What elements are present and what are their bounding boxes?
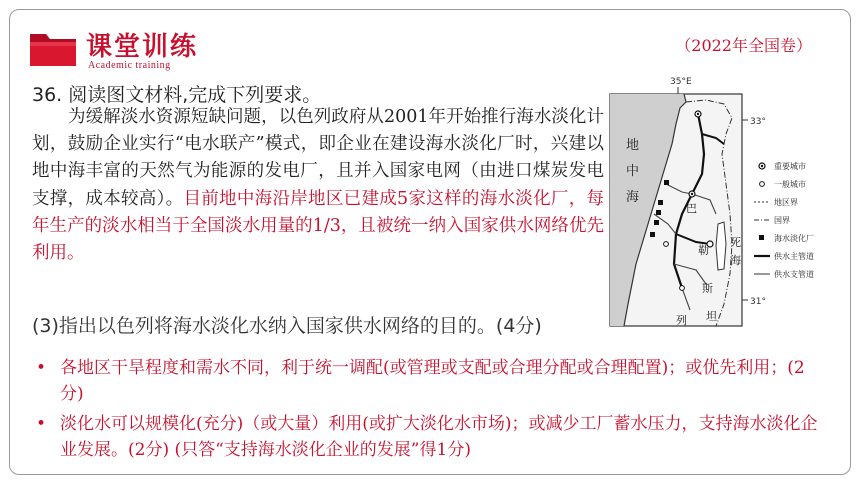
place-label-5: 死 bbox=[730, 236, 741, 249]
place-label-7: 列 bbox=[676, 314, 687, 327]
place-label-1: 巴 bbox=[686, 202, 697, 215]
israel-water-map bbox=[606, 74, 844, 334]
answer-text: 各地区干旱程度和需水不同，利于统一调配(或管理或支配或合理分配或合理配置)；或优先利用；(2分) bbox=[60, 358, 805, 404]
legend-label: 地区界 bbox=[774, 198, 798, 207]
map-legend bbox=[754, 161, 814, 279]
legend-label: 一般城市 bbox=[774, 180, 806, 189]
sub-question: (3)指出以色列将海水淡化水纳入国家供水网络的目的。(4分) bbox=[32, 315, 542, 337]
lat-bottom-label: 31° bbox=[750, 297, 766, 307]
place-label-6: 海 bbox=[730, 254, 741, 267]
answer-text: 淡化水可以规模化(充分)（或大量）利用(或扩大淡化水市场)；或减少工厂蓄水压力，支持海水淡化企业发展。(2分) (只答“支持海水淡化企业的发展”得1分) bbox=[60, 414, 818, 460]
legend-label: 国界 bbox=[774, 216, 790, 225]
dead-sea bbox=[716, 222, 726, 270]
passage-highlight: 目前地中海沿岸地区已建成5家这样的海水淡化厂，每年生产的淡水相当于全国淡水用量的1/3，且被统一纳入国家供水网络优先利用。 bbox=[32, 188, 604, 264]
legend-label: 海水淡化厂 bbox=[774, 234, 814, 243]
logo-subtitle: Academic training bbox=[88, 60, 171, 71]
legend-label: 重要城市 bbox=[774, 162, 806, 171]
sea-label-1: 地 bbox=[626, 138, 640, 153]
answer-list bbox=[36, 355, 826, 467]
sea-label-3: 海 bbox=[626, 190, 640, 205]
passage-plain: 为缓解淡水资源短缺问题，以色列政府从2001年开始推行海水淡化计划，鼓励企业实行“电水联产”模式，即企业在建设海水淡化厂时，兴建以地中海丰富的天然气为能源的发电厂，且并入国家电网（由进口煤炭发电支撑，成本较高）。 bbox=[32, 107, 604, 209]
lon-label: 35°E bbox=[670, 77, 692, 87]
legend-label: 供水支管道 bbox=[774, 270, 814, 279]
answer-item bbox=[36, 355, 826, 407]
answer-item bbox=[36, 411, 826, 463]
exam-tag: （2022年全国卷） bbox=[675, 36, 812, 55]
logo-title: 课堂训练 bbox=[86, 32, 199, 62]
question-number: 36. 阅读图文材料,完成下列要求。 bbox=[32, 84, 322, 106]
folder-icon bbox=[28, 28, 78, 68]
legend-label: 供水主管道 bbox=[774, 252, 814, 261]
sea-label-2: 中 bbox=[626, 164, 640, 179]
map-svg bbox=[606, 74, 844, 334]
place-label-2: 勒 bbox=[698, 244, 709, 257]
bullet-icon: • bbox=[36, 414, 47, 434]
place-label-3: 斯 bbox=[702, 282, 713, 295]
place-label-4: 坦 bbox=[706, 310, 717, 323]
lat-top-label: 33° bbox=[750, 117, 766, 127]
bullet-icon: • bbox=[36, 358, 47, 378]
question-passage bbox=[32, 104, 604, 267]
